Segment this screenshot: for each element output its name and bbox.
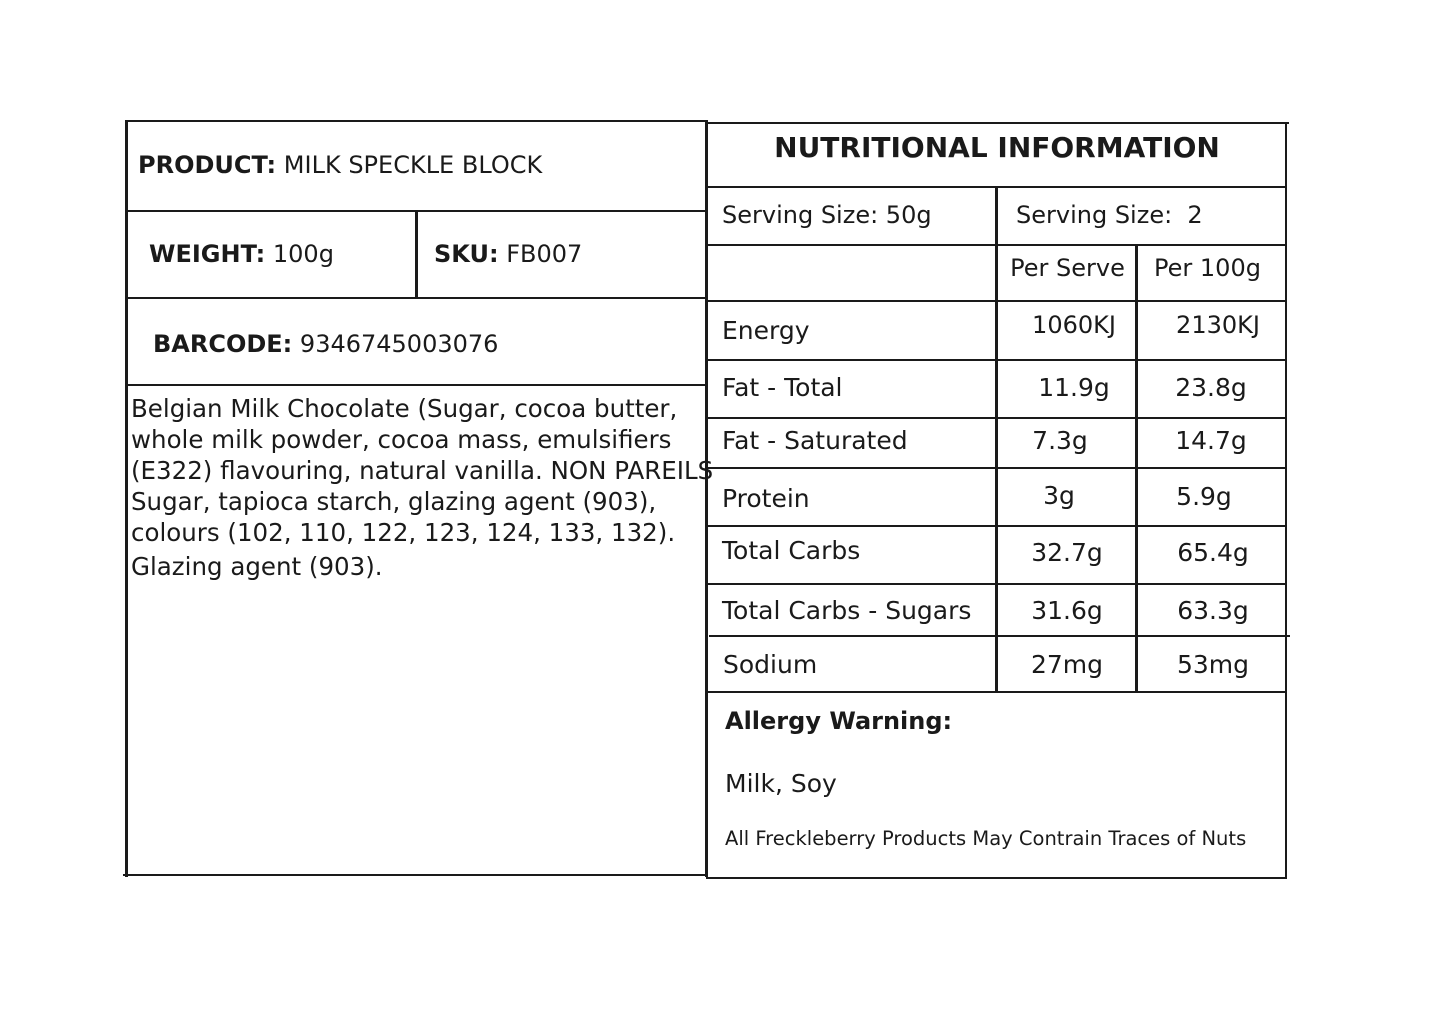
product-label: PRODUCT: <box>138 151 277 179</box>
servings-count: Serving Size: 2 <box>1016 201 1203 229</box>
column-header-per-100g: Per 100g <box>1154 254 1261 282</box>
nutrient-name: Sodium <box>723 650 818 679</box>
nutrient-name: Fat - Total <box>722 373 843 402</box>
sku-value: FB007 <box>506 240 583 268</box>
per-serve-value: 31.6g <box>1031 596 1103 625</box>
ingredients-line: Sugar, tapioca starch, glazing agent (903), <box>131 487 657 516</box>
per-serve-value: 1060KJ <box>1032 311 1116 339</box>
per-serve-value: 32.7g <box>1031 538 1103 567</box>
nutrient-name: Fat - Saturated <box>722 426 908 455</box>
ingredients-line: whole milk powder, cocoa mass, emulsifiers <box>131 425 672 454</box>
nut-traces-note: All Freckleberry Products May Contrain Traces of Nuts <box>725 827 1247 850</box>
sku-field <box>434 242 582 266</box>
per-serve-value: 3g <box>1043 481 1075 510</box>
nutrient-name: Total Carbs - Sugars <box>722 596 972 625</box>
per-100g-value: 63.3g <box>1177 596 1249 625</box>
per-100g-value: 23.8g <box>1175 373 1247 402</box>
nutrient-name: Energy <box>722 316 810 345</box>
allergen-list: Milk, Soy <box>725 769 837 798</box>
per-serve-value: 27mg <box>1030 650 1104 679</box>
per-100g-value: 53mg <box>1176 650 1250 679</box>
ingredients-text <box>131 393 714 582</box>
ingredients-line: Glazing agent (903). <box>131 552 383 581</box>
per-100g-value: 14.7g <box>1175 426 1247 455</box>
weight-label: WEIGHT: <box>149 240 266 268</box>
allergy-title: Allergy Warning: <box>725 707 953 735</box>
weight-value: 100g <box>272 240 334 268</box>
per-100g-value: 65.4g <box>1177 538 1249 567</box>
ingredients-line: colours (102, 110, 122, 123, 124, 133, 132). <box>131 518 676 547</box>
per-100g-value: 2130KJ <box>1176 311 1260 339</box>
product-value: MILK SPECKLE BLOCK <box>283 151 543 179</box>
per-serve-value: 7.3g <box>1032 426 1088 455</box>
serving-size: Serving Size: 50g <box>722 201 932 229</box>
sku-label: SKU: <box>434 240 499 268</box>
column-header-per-serve: Per Serve <box>1010 254 1125 282</box>
weight-field <box>149 242 334 266</box>
barcode-value: 9346745003076 <box>299 330 499 358</box>
nutrition-title: NUTRITIONAL INFORMATION <box>774 131 1220 164</box>
product-field <box>138 153 542 177</box>
per-100g-value: 5.9g <box>1176 482 1232 511</box>
ingredients-line: Belgian Milk Chocolate (Sugar, cocoa butter, <box>131 394 678 423</box>
barcode-label: BARCODE: <box>153 330 293 358</box>
ingredients-line: (E322) flavouring, natural vanilla. NON PAREILS <box>131 456 714 485</box>
nutrient-name: Total Carbs <box>722 536 861 565</box>
per-serve-value: 11.9g <box>1038 373 1110 402</box>
barcode-field <box>153 332 498 356</box>
nutrient-name: Protein <box>722 484 810 513</box>
